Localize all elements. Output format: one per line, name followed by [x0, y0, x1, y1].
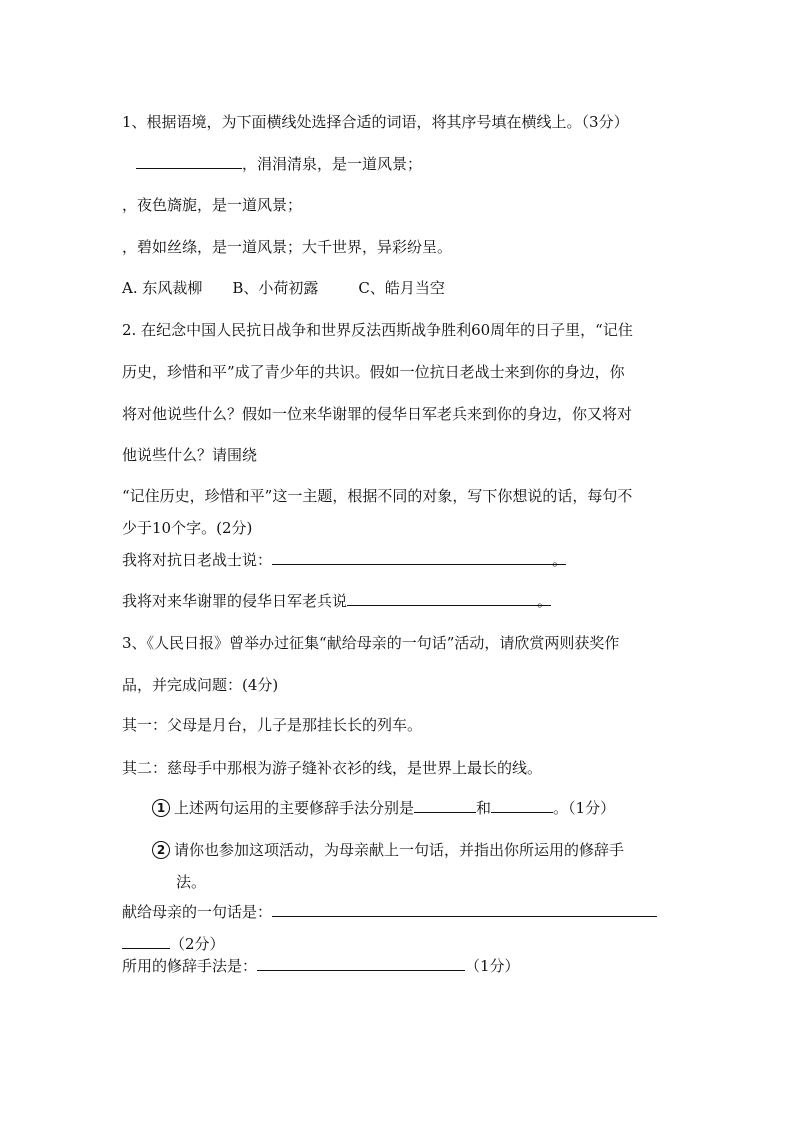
q2-soldier-blank[interactable]: [347, 591, 537, 606]
q3-device-blank[interactable]: [257, 956, 465, 971]
q2-veteran-row: 我将对抗日老战士说： 。: [122, 551, 568, 569]
q2-soldier-row: 我将对来华谢罪的侵华日军老兵说 。: [122, 592, 553, 610]
q1-option-b: B、小荷初露: [232, 279, 319, 297]
q1-option-a: A. 东风裁柳: [122, 279, 203, 297]
circled-number-1: 1: [152, 799, 170, 817]
q3-sub-2-cont: 法。: [176, 873, 207, 891]
q2-line: 历史，珍惜和平”成了青少年的共识。假如一位抗日老战士来到你的身边，你: [122, 363, 625, 381]
q3-sub-1: 1 上述两句运用的主要修辞手法分别是 和 。（1分）: [152, 798, 615, 818]
q2-line: 2. 在纪念中国人民抗日战争和世界反法西斯战争胜利60周年的日子里，“记住: [122, 321, 633, 339]
q3-sub-2: 2 请你也参加这项活动，为母亲献上一句话，并指出你所运用的修辞手: [152, 840, 624, 860]
q1-option-c: C、皓月当空: [358, 279, 445, 297]
q3-device-row: 所用的修辞手法是： （1分）: [122, 957, 520, 975]
q3-sub1-blank-1[interactable]: [414, 798, 476, 813]
q1-line-2: ，涓涓清泉，是一道风景；: [122, 154, 422, 174]
q1-line-3: ，夜色旖旎，是一道风景；: [122, 196, 303, 214]
q1-line-4: ，碧如丝绦，是一道风景；大千世界，异彩纷呈。: [122, 238, 453, 256]
q1-blank-1[interactable]: [136, 154, 242, 169]
q3-item-2: 其二：慈母手中那根为游子缝补衣衫的线，是世界上最长的线。: [122, 759, 543, 777]
q2-veteran-blank[interactable]: [272, 550, 552, 565]
q3-gift-blank-cont[interactable]: [122, 934, 170, 949]
q3-gift-row-2: （2分）: [122, 934, 225, 954]
q2-line: 少于10个字。(2分): [122, 519, 253, 537]
q2-line: 将对他说些什么？假如一位来华谢罪的侵华日军老兵来到你的身边，你又将对: [122, 405, 633, 423]
q3-sub1-blank-2[interactable]: [491, 798, 553, 813]
q3-line: 3、《人民日报》曾举办过征集“献给母亲的一句话”活动，请欣赏两则获奖作: [122, 634, 620, 652]
q3-line: 品，并完成问题：(4分): [122, 676, 279, 694]
q3-item-1: 其一：父母是月台，儿子是那挂长长的列车。: [122, 716, 423, 734]
q3-gift-blank[interactable]: [272, 902, 657, 917]
q2-line: 他说些什么？请围绕: [122, 446, 258, 464]
q1-options: [122, 278, 445, 298]
q3-gift-row: 献给母亲的一句话是：: [122, 902, 657, 922]
q2-line: “记住历史，珍惜和平”这一主题，根据不同的对象，写下你想说的话，每句不: [122, 487, 633, 505]
q1-stem: 1、根据语境，为下面横线处选择合适的词语，将其序号填在横线上。（3分）: [122, 113, 629, 131]
circled-number-2: 2: [152, 841, 170, 859]
